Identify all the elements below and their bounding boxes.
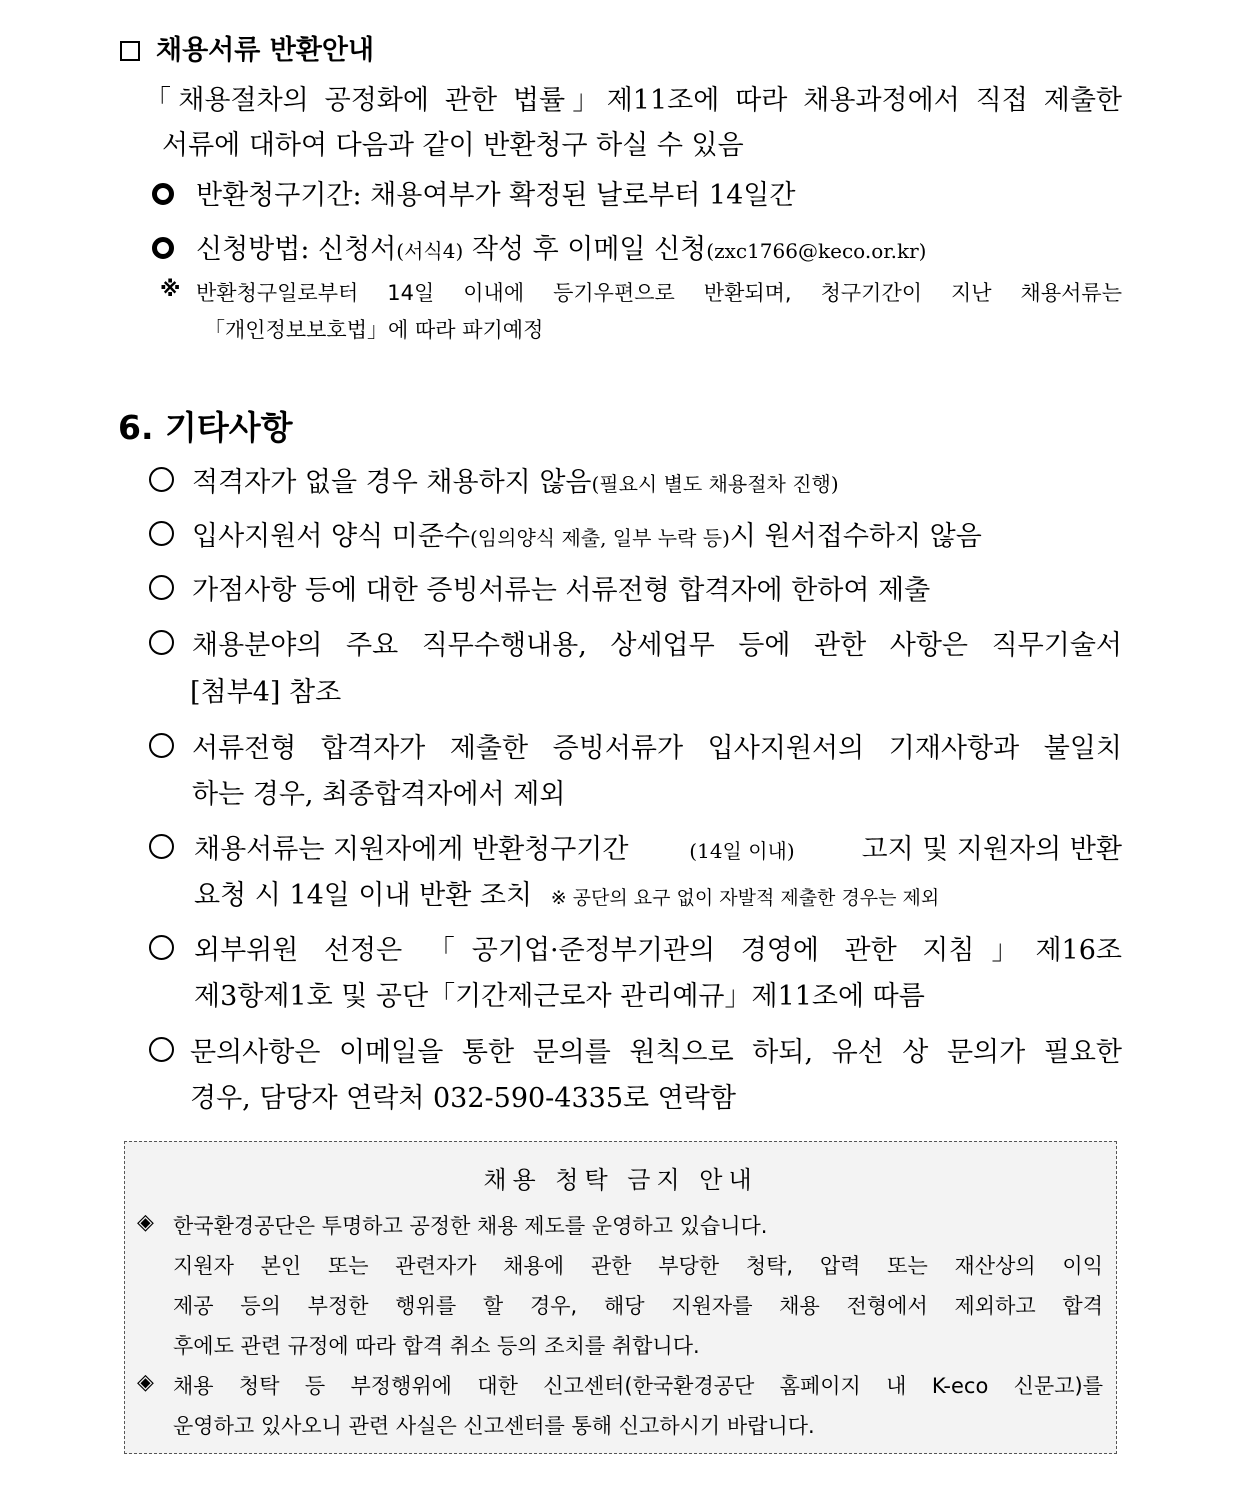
return-docs-heading: 채용서류 반환안내	[120, 28, 374, 67]
checkbox-square-icon	[120, 41, 140, 61]
circle-bullet-icon	[149, 733, 174, 758]
application-method-item: 신청방법: 신청서(서식4) 작성 후 이메일 신청(zxc1766@keco.or.kr)	[196, 234, 927, 265]
recruitment-solicitation-notice-box	[124, 1141, 1117, 1454]
misc-item-6-note: ※ 공단의 요구 없이 자발적 제출한 경우는 제외	[550, 887, 940, 909]
misc-item-6-line-1: 채용서류는 지원자에게 반환청구기간 (14일 이내) 고지 및 지원자의 반환	[194, 834, 1122, 865]
return-docs-intro-2: 서류에 대하여 다음과 같이 반환청구 하실 수 있음	[162, 130, 744, 161]
notice-p2-line-2: 운영하고 있사오니 관련 사실은 신고센터를 통해 신고하시기 바랍니다.	[173, 1414, 815, 1438]
circle-bullet-icon	[149, 521, 174, 546]
notice-title: 채용 청탁 금지 안내	[483, 1166, 758, 1194]
return-period-item: 반환청구기간: 채용여부가 확정된 날로부터 14일간	[196, 180, 796, 211]
circle-bullet-icon	[149, 630, 174, 655]
circle-bullet-icon	[149, 575, 174, 600]
return-docs-note-1: 반환청구일로부터 14일 이내에 등기우편으로 반환되며, 청구기간이 지난 채용서류는	[196, 281, 1122, 305]
circle-bullet-icon	[149, 467, 174, 492]
diamond-bullet-icon: ◈	[137, 1370, 154, 1395]
filled-circle-bullet-icon	[152, 183, 174, 205]
misc-item-3: 가점사항 등에 대한 증빙서류는 서류전형 합격자에 한하여 제출	[192, 575, 931, 606]
misc-item-7-line-2: 제3항제1호 및 공단「기간제근로자 관리예규」제11조에 따름	[194, 981, 925, 1012]
misc-item-8-line-1: 문의사항은 이메일을 통한 문의를 원칙으로 하되, 유선 상 문의가 필요한	[190, 1037, 1122, 1068]
notice-p1-line-1: 한국환경공단은 투명하고 공정한 채용 제도를 운영하고 있습니다.	[173, 1214, 768, 1238]
return-docs-intro-1: 「채용절차의 공정화에 관한 법률」제11조에 따라 채용과정에서 직접 제출한	[144, 85, 1122, 116]
filled-circle-bullet-icon	[152, 237, 174, 259]
misc-item-4-line-2: [첨부4] 참조	[190, 677, 342, 708]
misc-item-5-line-1: 서류전형 합격자가 제출한 증빙서류가 입사지원서의 기재사항과 불일치	[192, 733, 1122, 764]
notice-p1-line-4: 후에도 관련 규정에 따라 합격 취소 등의 조치를 취합니다.	[173, 1334, 700, 1358]
misc-item-4-line-1: 채용분야의 주요 직무수행내용, 상세업무 등에 관한 사항은 직무기술서	[192, 630, 1122, 661]
contact-email: (zxc1766@keco.or.kr)	[706, 239, 927, 263]
circle-bullet-icon	[149, 834, 174, 859]
diamond-bullet-icon: ◈	[137, 1210, 154, 1235]
notice-p1-line-2: 지원자 본인 또는 관련자가 채용에 관한 부당한 청탁, 압력 또는 재산상의 이익	[173, 1254, 1103, 1278]
circle-bullet-icon	[149, 1037, 174, 1062]
misc-item-1: 적격자가 없을 경우 채용하지 않음(필요시 별도 채용절차 진행)	[192, 467, 839, 498]
notice-p1-line-3: 제공 등의 부정한 행위를 할 경우, 해당 지원자를 채용 전형에서 제외하고 합격	[173, 1294, 1103, 1318]
misc-item-7-line-1: 외부위원 선정은 「공기업·준정부기관의 경영에 관한 지침」제16조	[194, 935, 1122, 966]
return-docs-note-2: 「개인정보보호법」에 따라 파기예정	[204, 318, 544, 342]
misc-item-2: 입사지원서 양식 미준수(임의양식 제출, 일부 누락 등)시 원서접수하지 않음	[192, 521, 982, 552]
misc-item-5-line-2: 하는 경우, 최종합격자에서 제외	[192, 779, 566, 810]
note-mark: ※	[160, 277, 181, 301]
misc-item-6-line-2: 요청 시 14일 이내 반환 조치 ※ 공단의 요구 없이 자발적 제출한 경우는 제외	[194, 880, 940, 911]
notice-p2-line-1: 채용 청탁 등 부정행위에 대한 신고센터(한국환경공단 홈페이지 내 K-eco 신문고)를	[173, 1374, 1103, 1398]
misc-item-8-line-2: 경우, 담당자 연락처 032-590-4335로 연락함	[190, 1083, 736, 1114]
section-6-heading: 6. 기타사항	[118, 408, 293, 447]
circle-bullet-icon	[149, 935, 174, 960]
